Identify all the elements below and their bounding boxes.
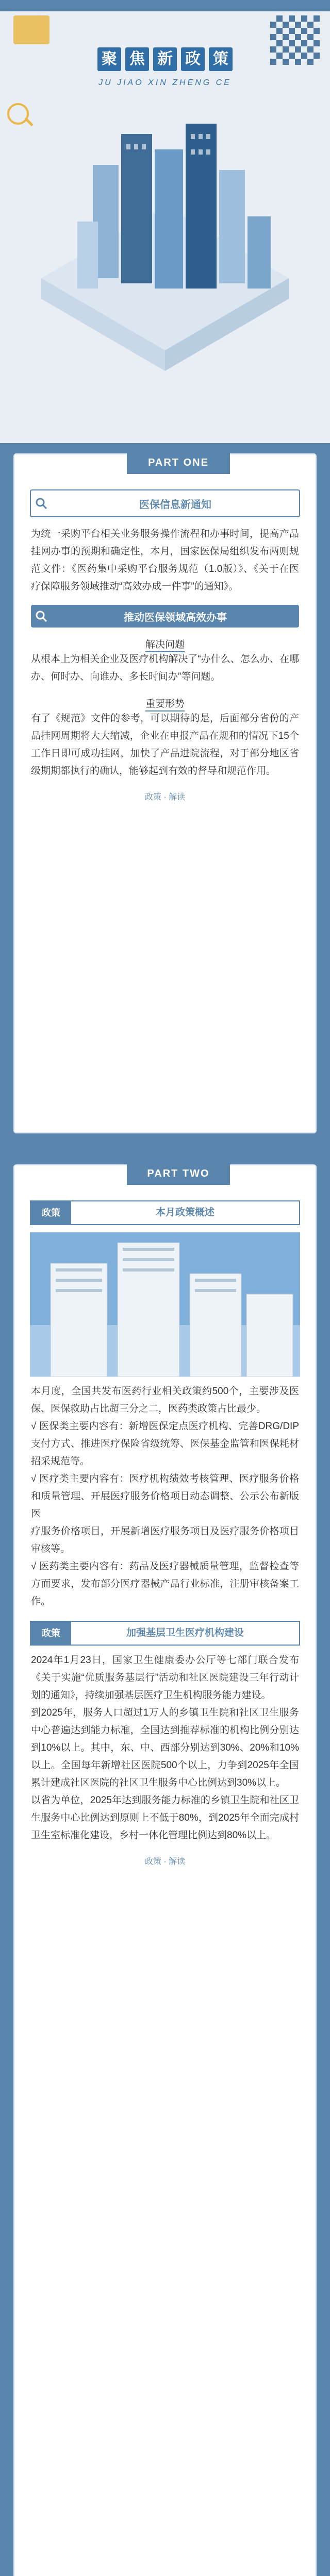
section-title-bar — [31, 605, 299, 628]
sub-heading: 重要形势 — [13, 696, 317, 710]
section-body: √ 医疗类主要内容有：医疗机构绩效考核管理、医疗服务价格和质量管理、开展医疗服务价格项目动态调整、公示公布新版医 — [31, 1473, 299, 1519]
section-body: √ 医药类主要内容有：药品及医疗器械质量管理，监督检查等方面要求，发布部分医疗器械产品行业标准，注册审核备案工作。 — [31, 1561, 299, 1607]
policy-tag-title: 本月政策概述 — [155, 1207, 214, 1218]
search-icon — [31, 492, 52, 515]
title-char: 政 — [181, 47, 205, 71]
policy-tag: 政策 — [31, 1201, 71, 1224]
title-char: 策 — [209, 47, 233, 71]
part-two-card — [13, 1164, 317, 2576]
sub-body: 有了《规范》文件的参考，可以期待的是，后面部分省份的产品挂网周期将大大缩减，企业在申报产品在规和的情况下15个工作日即可成功挂网，加快了产品进院流程，对于部分地区省级期期都执行的确认，能够起到有效的督导和规范作用。 — [31, 713, 299, 776]
buildings-photo — [30, 1232, 300, 1377]
policy-tag: 政策 — [31, 1622, 71, 1645]
title-char: 新 — [153, 47, 177, 71]
search-icon — [31, 610, 52, 622]
part-one-card — [13, 453, 317, 1133]
section-body: 本月度，全国共发布医药行业相关政策约500个，主要涉及医保、医保救助占比超三分之二，医药类政策占比最少。 — [31, 1386, 299, 1414]
policy-interpret-link[interactable]: 政策 · 解读 — [144, 1857, 186, 1866]
sub-heading: 解决问题 — [13, 637, 317, 651]
section-body: 为统一采购平台相关业务服务操作流程和办事时间，提高产品挂网办事的预期和确定性，本月，国家医保局组织发布两则规范文件：《医药集中采购平台服务规范（1.0版）》、《关于在医疗保障服务领域推动“高效办成一件事”的通知》。 — [31, 529, 299, 592]
section-body: 2024年1月23日，国家卫生健康委办公厅等七部门联合发布《关于实施“优质服务基层行”活动和社区医院建设三年行动计划的通知》，持续加强基层医疗卫生机构服务能力建设。 — [31, 1655, 299, 1701]
section-title-bar — [30, 489, 300, 517]
policy-tag-title: 加强基层卫生医疗机构建设 — [126, 1628, 244, 1638]
section-body: 疗服务价格项目，开展新增医疗服务项目及医疗服务价格项目审核等。 — [31, 1526, 299, 1554]
policy-tag-bar — [30, 1621, 300, 1646]
part-one-badge: PART ONE — [127, 451, 230, 474]
title-char: 聚 — [97, 47, 121, 71]
magnifier-icon — [7, 103, 29, 125]
section-body: 以省为单位，2025年达到服务能力标准的乡镇卫生院和社区卫生服务中心比例达到原则上不低于80%，到2025年全面完成村卫生室标准化建设，乡村一体化管理比例达到80%以上。 — [31, 1795, 299, 1841]
hero-subtitle: JU JIAO XIN ZHENG CE — [98, 78, 232, 87]
city-illustration — [31, 103, 299, 433]
part-two-badge: PART TWO — [127, 1162, 230, 1185]
policy-tag-bar — [30, 1200, 300, 1225]
policy-interpret-link[interactable]: 政策 · 解读 — [144, 793, 186, 802]
section-body: √ 医保类主要内容有：新增医保定点医疗机构、完善DRG/DIP支付方式、推进医疗保险省级统筹、医保基金监管和医保耗材招采规范等。 — [31, 1421, 299, 1467]
section-title: 推动医保领域高效办事 — [124, 612, 227, 623]
hero-banner — [0, 0, 330, 443]
title-char: 焦 — [125, 47, 149, 71]
hero-title — [0, 47, 330, 71]
section-body: 到2025年，服务人口超过1万人的乡镇卫生院和社区卫生服务中心普遍达到能力标准，全国达到推荐标准的机构比例分别达到10%以上。其中，东、中、西部分别达到30%、20%和10%以上。全国每年新增社区医院500个以上，力争到2025年全国累计建成社区医院的社区卫生服务中心比例达到30%以上。 — [31, 1707, 299, 1788]
decorative-block — [13, 15, 50, 44]
top-band — [0, 0, 330, 11]
sub-body: 从根本上为相关企业及医疗机构解决了“办什么、怎么办、在哪办、何时办、向谁办、多长时间办”等问题。 — [31, 654, 299, 682]
section-title: 医保信息新通知 — [139, 499, 211, 511]
